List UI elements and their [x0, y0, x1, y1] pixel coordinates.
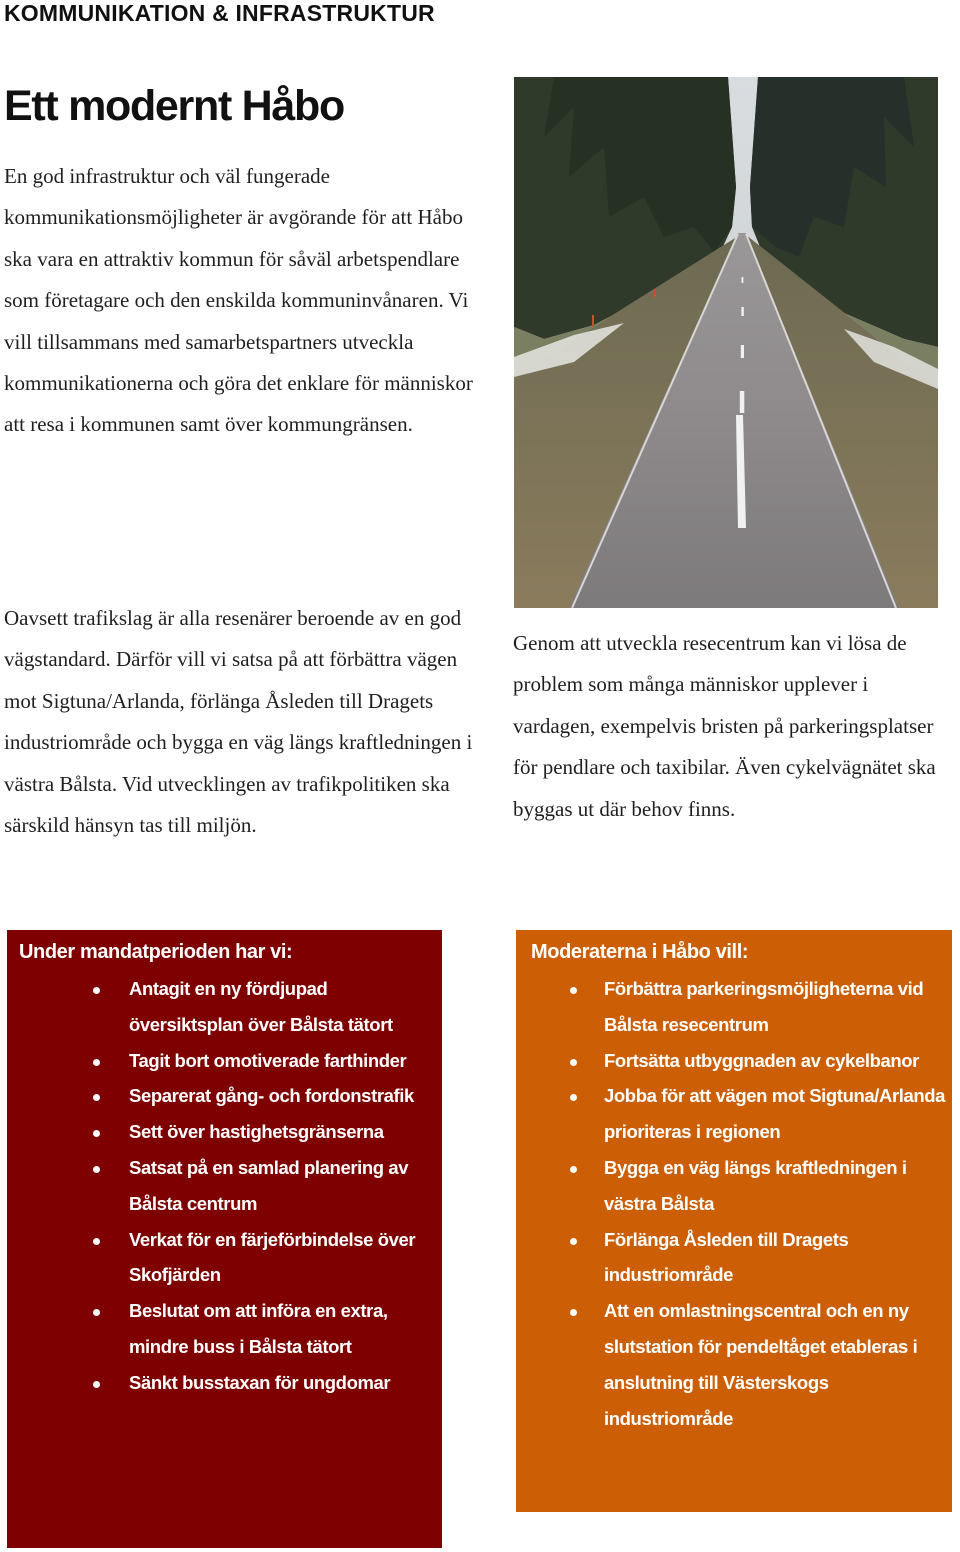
- bullet-icon: [570, 1059, 577, 1066]
- bullet-icon: [570, 987, 577, 994]
- list-item-text: Satsat på en samlad planering av Bålsta centrum: [129, 1156, 409, 1214]
- travel-center-paragraph: Genom att utveckla resecentrum kan vi lösa de problem som många människor upplever i vardagen, exempelvis bristen på parkeringsplatser för pendlare och taxibilar. Även cykelvägnätet ska byggas ut där behov finns.: [513, 631, 936, 821]
- list-item: [129, 1365, 439, 1401]
- page-title: Ett modernt Håbo: [4, 82, 344, 130]
- list-item: [129, 971, 439, 1043]
- list-item: [129, 1222, 439, 1294]
- list-item-text: Beslutat om att införa en extra, mindre buss i Bålsta tätort: [129, 1300, 388, 1357]
- list-item: [129, 1293, 439, 1365]
- list-item-text: Förbättra parkeringsmöjligheterna vid Bålsta resecentrum: [604, 978, 924, 1035]
- list-item: [604, 971, 949, 1043]
- achievements-box: [7, 930, 442, 1548]
- road-photo: [514, 77, 938, 608]
- bullet-icon: [93, 1381, 100, 1388]
- list-item: [129, 1114, 439, 1150]
- list-item-text: Antagit en ny fördjupad översiktsplan över Bålsta tätort: [129, 978, 393, 1035]
- intro-paragraph: En god infrastruktur och väl fungerade kommunikationsmöjligheter är avgörande för att Håbo ska vara en attraktiv kommun för såväl arbetspendlare som företagare och den enskilda kommuninvånaren. Vi vill tillsammans med samarbetspartners utveckla kommunikationerna och göra det enklare för människor att resa i kommunen samt över kommungränsen.: [4, 164, 473, 437]
- bullet-icon: [93, 1309, 100, 1316]
- bullet-icon: [93, 1238, 100, 1245]
- list-item: [604, 1043, 949, 1079]
- list-item-text: Bygga en väg längs kraftledningen i västra Bålsta: [604, 1156, 907, 1214]
- list-item: [604, 1078, 949, 1150]
- list-item-text: Att en omlastningscentral och en ny slutstation för pendeltåget etableras i anslutning till Västerskogs industriområde: [604, 1300, 918, 1429]
- goals-box: [516, 930, 952, 1512]
- list-item-text: Jobba för att vägen mot Sigtuna/Arlanda prioriteras i regionen: [604, 1085, 946, 1143]
- goals-list: [604, 971, 949, 1436]
- list-item-text: Fortsätta utbyggnaden av cykelbanor: [604, 1049, 919, 1071]
- list-item: [604, 1222, 949, 1294]
- bullet-icon: [570, 1166, 577, 1173]
- achievements-list: [129, 971, 439, 1401]
- list-item: [129, 1043, 439, 1079]
- list-item-text: Sett över hastighetsgränserna: [129, 1121, 384, 1143]
- list-item: [129, 1150, 439, 1222]
- bullet-icon: [93, 987, 100, 994]
- roads-paragraph: Oavsett trafikslag är alla resenärer beroende av en god vägstandard. Därför vill vi satsa på att förbättra vägen mot Sigtuna/Arlanda, förlänga Åsleden till Dragets industriområde och bygga en väg längs kraftledningen i västra Bålsta. Vid utvecklingen av trafikpolitiken ska särskild hänsyn tas till miljön.: [4, 606, 473, 838]
- bullet-icon: [93, 1166, 100, 1173]
- list-item: [129, 1078, 439, 1114]
- section-label: KOMMUNIKATION & INFRASTRUKTUR: [4, 0, 435, 26]
- goals-heading: Moderaterna i Håbo vill:: [531, 941, 749, 963]
- bullet-icon: [93, 1059, 100, 1066]
- list-item-text: Sänkt busstaxan för ungdomar: [129, 1371, 391, 1393]
- list-item-text: Verkat för en färjeförbindelse över Skofjärden: [129, 1228, 416, 1286]
- bullet-icon: [570, 1309, 577, 1316]
- bullet-icon: [570, 1094, 577, 1101]
- list-item: [604, 1150, 949, 1222]
- list-item-text: Tagit bort omotiverade farthinder: [129, 1049, 407, 1071]
- bullet-icon: [570, 1238, 577, 1245]
- bullet-icon: [93, 1130, 100, 1137]
- list-item: [604, 1293, 949, 1436]
- list-item-text: Förlänga Åsleden till Dragets industriområde: [604, 1228, 849, 1286]
- list-item-text: Separerat gång- och fordonstrafik: [129, 1085, 414, 1107]
- achievements-heading: Under mandatperioden har vi:: [19, 941, 293, 963]
- bullet-icon: [93, 1094, 100, 1101]
